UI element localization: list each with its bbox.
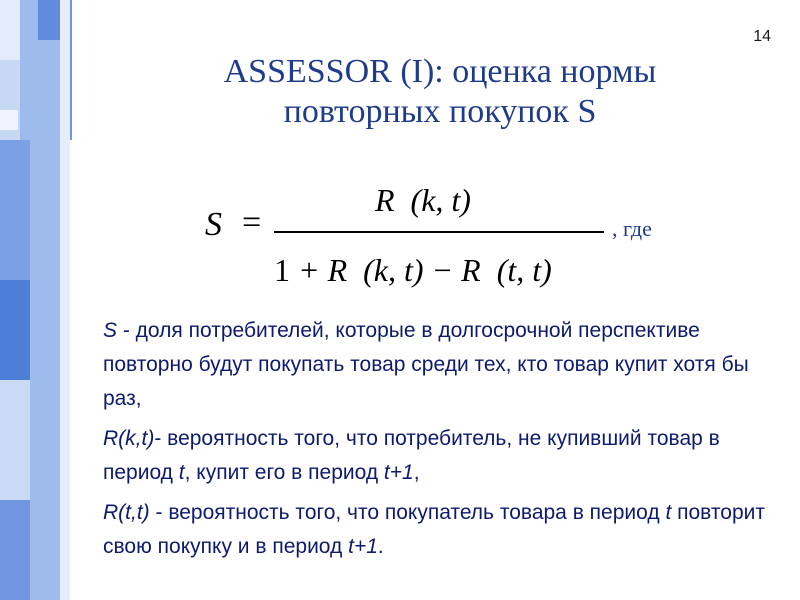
definitions	[103, 314, 773, 570]
formula-equals: =	[242, 204, 262, 241]
slide-title	[110, 52, 770, 132]
definition-text: - вероятность того, что покупатель товара в период	[149, 501, 666, 524]
definition-variable: t+1	[383, 461, 414, 484]
slide-number: 14	[753, 28, 771, 45]
definition-text: - доля потребителей, которые в долгосрочной перспективе повторно будут покупать товар среди тех, кто товар купит хотя бы раз,	[103, 319, 749, 410]
definition-variable: t	[665, 501, 672, 524]
formula	[200, 176, 700, 296]
fraction-bar	[274, 231, 604, 233]
decorative-sidebar	[0, 0, 80, 600]
definition-s	[103, 314, 773, 416]
definition-text: .	[377, 535, 384, 558]
title-line-1: ASSESSOR (I): оценка нормы	[223, 53, 657, 90]
definition-term: R(t,t)	[103, 501, 150, 524]
formula-denominator	[274, 252, 552, 289]
definition-term: R(k,t)	[103, 427, 155, 450]
definition-rtt	[103, 496, 773, 564]
denominator-one: 1	[274, 252, 290, 288]
formula-numerator: R (k, t)	[375, 182, 471, 218]
formula-lhs: S	[205, 206, 222, 243]
definition-text: ,	[413, 461, 420, 484]
definition-term: S	[103, 319, 118, 342]
denominator-rest: + R (k, t) − R (t, t)	[290, 252, 552, 288]
definition-rkt	[103, 422, 773, 490]
definition-text: повторит свою покупку и в период	[103, 501, 765, 558]
definition-text: , купит его в период	[184, 461, 384, 484]
title-line-2: повторных покупок S	[283, 93, 597, 130]
definition-text: - вероятность того, что потребитель, не купивший товар в период	[103, 427, 720, 484]
definition-variable: t+1	[348, 535, 378, 558]
definition-variable: t	[178, 461, 185, 484]
formula-suffix: , где	[612, 216, 652, 241]
